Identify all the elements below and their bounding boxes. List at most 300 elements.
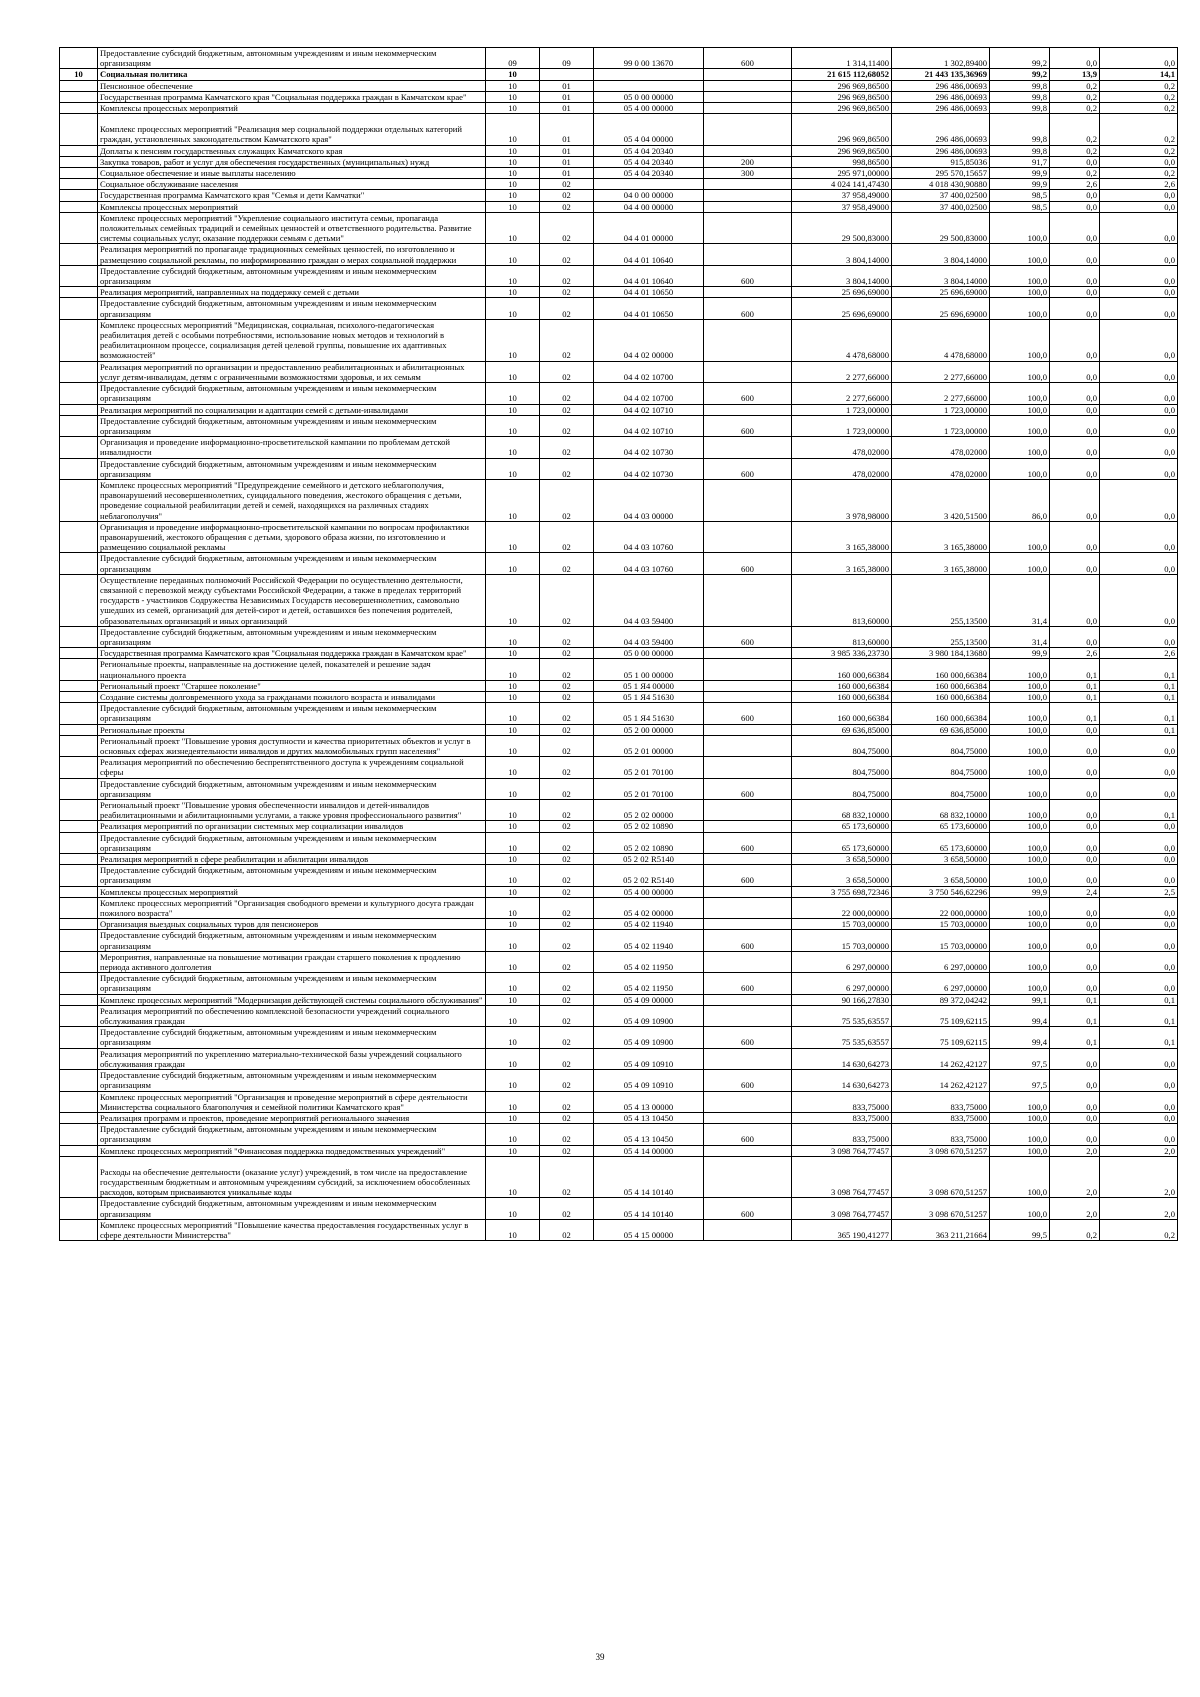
planned-amount-cell: 3 658,50000 (792, 865, 892, 886)
execution-percent-cell: 100,0 (990, 951, 1050, 972)
row-number-cell (60, 437, 98, 458)
row-number-cell (60, 1198, 98, 1219)
planned-amount-cell: 4 478,68000 (792, 319, 892, 361)
execution-percent-cell: 86,0 (990, 479, 1050, 521)
share-actual-cell: 2,0 (1100, 1156, 1178, 1198)
share-planned-cell: 0,0 (1050, 319, 1100, 361)
subsection-code-cell: 02 (540, 1112, 594, 1123)
row-number-cell (60, 156, 98, 167)
share-planned-cell: 0,1 (1050, 994, 1100, 1005)
actual-amount-cell: 3 804,14000 (892, 265, 990, 286)
row-name-cell: Комплекс процессных мероприятий "Реализация мер социальной поддержки отдельных категорий граждан, установленных законодательством Камчатского края" (98, 114, 486, 145)
planned-amount-cell: 1 723,00000 (792, 415, 892, 436)
execution-percent-cell: 99,8 (990, 91, 1050, 102)
actual-amount-cell: 478,02000 (892, 437, 990, 458)
planned-amount-cell: 296 969,86500 (792, 91, 892, 102)
expense-type-cell: 600 (704, 832, 792, 853)
planned-amount-cell: 14 630,64273 (792, 1048, 892, 1069)
expense-type-cell (704, 1156, 792, 1198)
section-code-cell: 10 (486, 680, 540, 691)
subsection-code-cell: 02 (540, 930, 594, 951)
target-article-cell (594, 80, 704, 91)
share-actual-cell: 2,5 (1100, 886, 1178, 897)
target-article-cell: 04 4 03 59400 (594, 626, 704, 647)
execution-percent-cell: 100,0 (990, 415, 1050, 436)
share-planned-cell: 0,1 (1050, 680, 1100, 691)
row-number-cell (60, 361, 98, 382)
row-name-cell: Предоставление субсидий бюджетным, автономным учреждениям и иным некоммерческим организациям (98, 865, 486, 886)
actual-amount-cell: 2 277,66000 (892, 361, 990, 382)
actual-amount-cell: 363 211,21664 (892, 1219, 990, 1240)
row-name-cell: Региональные проекты, направленные на достижение целей, показателей и решение задач национального проекта (98, 659, 486, 680)
share-planned-cell: 0,0 (1050, 404, 1100, 415)
target-article-cell: 04 4 02 10700 (594, 383, 704, 404)
share-actual-cell: 0,1 (1100, 994, 1178, 1005)
row-name-cell: Мероприятия, направленные на повышение мотивации граждан старшего поколения к продлению периода активного долголетия (98, 951, 486, 972)
expense-type-cell (704, 886, 792, 897)
section-code-cell: 10 (486, 361, 540, 382)
row-number-cell (60, 103, 98, 114)
subsection-code-cell: 02 (540, 703, 594, 724)
target-article-cell: 05 4 14 00000 (594, 1145, 704, 1156)
table-row (60, 287, 1178, 298)
actual-amount-cell: 3 804,14000 (892, 244, 990, 265)
planned-amount-cell: 998,86500 (792, 156, 892, 167)
execution-percent-cell: 100,0 (990, 735, 1050, 756)
table-row (60, 80, 1178, 91)
table-row (60, 319, 1178, 361)
section-code-cell: 10 (486, 574, 540, 626)
planned-amount-cell: 813,60000 (792, 626, 892, 647)
target-article-cell: 05 0 00 00000 (594, 648, 704, 659)
section-code-cell: 10 (486, 156, 540, 167)
share-actual-cell: 0,0 (1100, 319, 1178, 361)
target-article-cell: 05 1 00 00000 (594, 659, 704, 680)
planned-amount-cell: 296 969,86500 (792, 80, 892, 91)
row-name-cell: Реализация мероприятий по социализации и адаптации семей с детьми-инвалидами (98, 404, 486, 415)
share-planned-cell: 0,0 (1050, 919, 1100, 930)
share-planned-cell: 0,0 (1050, 757, 1100, 778)
planned-amount-cell: 3 755 698,72346 (792, 886, 892, 897)
table-row (60, 244, 1178, 265)
expense-type-cell (704, 1091, 792, 1112)
row-name-cell: Реализация мероприятий по организации системных мер социализации инвалидов (98, 821, 486, 832)
table-row (60, 1091, 1178, 1112)
expense-type-cell (704, 179, 792, 190)
actual-amount-cell: 68 832,10000 (892, 800, 990, 821)
share-actual-cell: 0,0 (1100, 265, 1178, 286)
target-article-cell: 04 4 03 10760 (594, 521, 704, 553)
subsection-code-cell: 02 (540, 1070, 594, 1091)
row-number-cell (60, 1070, 98, 1091)
subsection-code-cell: 02 (540, 383, 594, 404)
planned-amount-cell: 90 166,27830 (792, 994, 892, 1005)
expense-type-cell (704, 212, 792, 244)
actual-amount-cell: 3 750 546,62296 (892, 886, 990, 897)
subsection-code-cell: 02 (540, 1198, 594, 1219)
actual-amount-cell: 160 000,66384 (892, 703, 990, 724)
planned-amount-cell: 296 969,86500 (792, 114, 892, 145)
table-row (60, 553, 1178, 574)
target-article-cell: 05 2 00 00000 (594, 724, 704, 735)
subsection-code-cell: 02 (540, 919, 594, 930)
target-article-cell: 04 4 01 10650 (594, 287, 704, 298)
share-actual-cell: 0,0 (1100, 361, 1178, 382)
execution-percent-cell: 97,5 (990, 1048, 1050, 1069)
actual-amount-cell: 14 262,42127 (892, 1048, 990, 1069)
subsection-code-cell: 02 (540, 832, 594, 853)
actual-amount-cell: 25 696,69000 (892, 298, 990, 319)
row-number-cell (60, 1091, 98, 1112)
planned-amount-cell: 3 098 764,77457 (792, 1156, 892, 1198)
share-planned-cell: 0,0 (1050, 521, 1100, 553)
planned-amount-cell: 1 314,11400 (792, 48, 892, 69)
share-actual-cell: 0,2 (1100, 80, 1178, 91)
subsection-code-cell: 01 (540, 114, 594, 145)
expense-type-cell (704, 648, 792, 659)
table-row (60, 48, 1178, 69)
expense-type-cell (704, 114, 792, 145)
actual-amount-cell: 296 486,00693 (892, 145, 990, 156)
row-number-cell (60, 265, 98, 286)
execution-percent-cell: 100,0 (990, 298, 1050, 319)
subsection-code-cell: 02 (540, 1124, 594, 1145)
row-name-cell: Региональный проект "Повышение уровня обеспеченности инвалидов и детей-инвалидов реабилитационными и абилитационными услугами, а также уровня профессионального развития" (98, 800, 486, 821)
share-planned-cell: 0,0 (1050, 265, 1100, 286)
share-planned-cell: 0,0 (1050, 626, 1100, 647)
row-number-cell (60, 1027, 98, 1048)
expense-type-cell (704, 479, 792, 521)
row-name-cell: Предоставление субсидий бюджетным, автономным учреждениям и иным некоммерческим организациям (98, 48, 486, 69)
execution-percent-cell: 99,8 (990, 80, 1050, 91)
planned-amount-cell: 14 630,64273 (792, 1070, 892, 1091)
planned-amount-cell: 3 985 336,23730 (792, 648, 892, 659)
section-code-cell: 10 (486, 854, 540, 865)
execution-percent-cell: 99,5 (990, 1219, 1050, 1240)
expense-type-cell: 600 (704, 930, 792, 951)
row-number-cell (60, 1219, 98, 1240)
subsection-code-cell: 01 (540, 156, 594, 167)
row-number-cell (60, 886, 98, 897)
actual-amount-cell: 3 098 670,51257 (892, 1145, 990, 1156)
row-number-cell (60, 703, 98, 724)
table-row (60, 91, 1178, 102)
actual-amount-cell: 255,13500 (892, 574, 990, 626)
actual-amount-cell: 296 486,00693 (892, 103, 990, 114)
actual-amount-cell: 833,75000 (892, 1112, 990, 1123)
actual-amount-cell: 2 277,66000 (892, 383, 990, 404)
section-code-cell: 10 (486, 800, 540, 821)
row-name-cell: Региональные проекты (98, 724, 486, 735)
share-actual-cell: 0,0 (1100, 298, 1178, 319)
subsection-code-cell: 02 (540, 951, 594, 972)
target-article-cell: 05 2 02 R5140 (594, 865, 704, 886)
execution-percent-cell: 100,0 (990, 919, 1050, 930)
share-planned-cell: 0,0 (1050, 361, 1100, 382)
subsection-code-cell: 01 (540, 168, 594, 179)
subsection-code-cell: 02 (540, 1145, 594, 1156)
share-actual-cell: 0,0 (1100, 1070, 1178, 1091)
actual-amount-cell: 3 165,38000 (892, 521, 990, 553)
target-article-cell: 05 4 13 10450 (594, 1112, 704, 1123)
planned-amount-cell: 68 832,10000 (792, 800, 892, 821)
share-actual-cell: 2,6 (1100, 179, 1178, 190)
target-article-cell: 05 1 Я4 51630 (594, 703, 704, 724)
row-number-cell (60, 659, 98, 680)
share-actual-cell: 0,0 (1100, 854, 1178, 865)
share-actual-cell: 0,0 (1100, 1124, 1178, 1145)
share-planned-cell: 0,0 (1050, 800, 1100, 821)
row-number-cell (60, 757, 98, 778)
section-code-cell: 10 (486, 659, 540, 680)
row-number-cell (60, 404, 98, 415)
section-code-cell: 10 (486, 415, 540, 436)
subsection-code-cell: 02 (540, 1091, 594, 1112)
share-planned-cell: 0,2 (1050, 168, 1100, 179)
target-article-cell: 04 4 01 10650 (594, 298, 704, 319)
row-name-cell: Организация выездных социальных туров для пенсионеров (98, 919, 486, 930)
row-number-cell (60, 298, 98, 319)
share-actual-cell: 0,0 (1100, 553, 1178, 574)
row-number-cell (60, 521, 98, 553)
row-number-cell (60, 973, 98, 994)
section-code-cell: 10 (486, 626, 540, 647)
target-article-cell: 05 4 14 10140 (594, 1156, 704, 1198)
execution-percent-cell: 100,0 (990, 404, 1050, 415)
subsection-code-cell: 02 (540, 821, 594, 832)
target-article-cell: 05 1 Я4 51630 (594, 691, 704, 702)
table-row (60, 361, 1178, 382)
row-number-cell (60, 212, 98, 244)
row-number-cell (60, 994, 98, 1005)
row-name-cell: Организация и проведение информационно-просветительской кампании по вопросам профилактики правонарушений, жестокого обращения с детьми, здорового образа жизни, по изготовлению и размещению социальной рекламы (98, 521, 486, 553)
table-row (60, 897, 1178, 918)
execution-percent-cell: 100,0 (990, 361, 1050, 382)
planned-amount-cell: 29 500,83000 (792, 212, 892, 244)
execution-percent-cell: 99,9 (990, 168, 1050, 179)
section-code-cell: 10 (486, 778, 540, 799)
row-number-cell (60, 865, 98, 886)
target-article-cell: 05 4 02 11940 (594, 930, 704, 951)
subsection-code-cell: 02 (540, 626, 594, 647)
share-actual-cell: 0,2 (1100, 1219, 1178, 1240)
table-row (60, 854, 1178, 865)
planned-amount-cell: 3 804,14000 (792, 265, 892, 286)
execution-percent-cell: 100,0 (990, 212, 1050, 244)
table-body (60, 48, 1178, 1241)
share-actual-cell: 0,0 (1100, 458, 1178, 479)
share-actual-cell: 0,1 (1100, 680, 1178, 691)
actual-amount-cell: 75 109,62115 (892, 1027, 990, 1048)
planned-amount-cell: 6 297,00000 (792, 951, 892, 972)
table-row (60, 886, 1178, 897)
expense-type-cell (704, 680, 792, 691)
table-row (60, 821, 1178, 832)
planned-amount-cell: 296 969,86500 (792, 145, 892, 156)
share-planned-cell: 0,0 (1050, 724, 1100, 735)
actual-amount-cell: 69 636,85000 (892, 724, 990, 735)
table-row (60, 179, 1178, 190)
row-number-cell (60, 80, 98, 91)
execution-percent-cell: 31,4 (990, 574, 1050, 626)
planned-amount-cell: 37 958,49000 (792, 201, 892, 212)
actual-amount-cell: 4 478,68000 (892, 319, 990, 361)
target-article-cell: 04 4 01 10640 (594, 265, 704, 286)
target-article-cell: 04 4 02 00000 (594, 319, 704, 361)
actual-amount-cell: 3 658,50000 (892, 865, 990, 886)
target-article-cell: 05 4 04 20340 (594, 145, 704, 156)
expense-type-cell (704, 994, 792, 1005)
share-actual-cell: 0,2 (1100, 168, 1178, 179)
subsection-code-cell: 02 (540, 404, 594, 415)
planned-amount-cell: 65 173,60000 (792, 832, 892, 853)
share-actual-cell: 0,0 (1100, 832, 1178, 853)
section-code-cell: 10 (486, 865, 540, 886)
table-row (60, 865, 1178, 886)
row-number-cell (60, 854, 98, 865)
actual-amount-cell: 804,75000 (892, 757, 990, 778)
expense-type-cell (704, 1048, 792, 1069)
share-actual-cell: 0,0 (1100, 383, 1178, 404)
expense-type-cell (704, 1219, 792, 1240)
table-row (60, 1124, 1178, 1145)
execution-percent-cell: 99,4 (990, 1027, 1050, 1048)
subsection-code-cell: 02 (540, 437, 594, 458)
row-number-cell: 10 (60, 69, 98, 80)
subsection-code-cell: 02 (540, 680, 594, 691)
section-code-cell: 10 (486, 298, 540, 319)
execution-percent-cell: 100,0 (990, 897, 1050, 918)
table-row (60, 437, 1178, 458)
share-actual-cell: 0,0 (1100, 404, 1178, 415)
planned-amount-cell: 3 165,38000 (792, 521, 892, 553)
row-number-cell (60, 821, 98, 832)
expense-type-cell (704, 287, 792, 298)
execution-percent-cell: 100,0 (990, 724, 1050, 735)
expense-type-cell: 600 (704, 1070, 792, 1091)
actual-amount-cell: 15 703,00000 (892, 919, 990, 930)
subsection-code-cell: 02 (540, 201, 594, 212)
target-article-cell: 04 4 01 10640 (594, 244, 704, 265)
share-actual-cell: 0,0 (1100, 1091, 1178, 1112)
row-number-cell (60, 190, 98, 201)
expense-type-cell (704, 691, 792, 702)
table-row (60, 951, 1178, 972)
share-actual-cell: 0,0 (1100, 626, 1178, 647)
execution-percent-cell: 99,8 (990, 114, 1050, 145)
actual-amount-cell: 75 109,62115 (892, 1005, 990, 1026)
row-number-cell (60, 691, 98, 702)
share-actual-cell: 0,2 (1100, 145, 1178, 156)
share-planned-cell: 2,0 (1050, 1156, 1100, 1198)
section-code-cell: 10 (486, 287, 540, 298)
expense-type-cell: 600 (704, 973, 792, 994)
table-row (60, 479, 1178, 521)
share-actual-cell: 0,0 (1100, 973, 1178, 994)
target-article-cell: 05 2 01 70100 (594, 778, 704, 799)
row-name-cell: Предоставление субсидий бюджетным, автономным учреждениям и иным некоммерческим организациям (98, 626, 486, 647)
row-name-cell: Предоставление субсидий бюджетным, автономным учреждениям и иным некоммерческим организациям (98, 1124, 486, 1145)
execution-percent-cell: 100,0 (990, 821, 1050, 832)
row-name-cell: Региональный проект "Старшее поколение" (98, 680, 486, 691)
target-article-cell (594, 179, 704, 190)
table-row (60, 1027, 1178, 1048)
section-code-cell: 10 (486, 69, 540, 80)
row-name-cell: Предоставление субсидий бюджетным, автономным учреждениям и иным некоммерческим организациям (98, 973, 486, 994)
section-code-cell: 10 (486, 168, 540, 179)
table-row (60, 114, 1178, 145)
table-row (60, 212, 1178, 244)
target-article-cell: 05 4 09 10910 (594, 1048, 704, 1069)
row-number-cell (60, 648, 98, 659)
share-planned-cell: 0,0 (1050, 383, 1100, 404)
row-name-cell: Осуществление переданных полномочий Российской Федерации по осуществлению деятельности, связанной с перевозкой между субъектами Российской Федерации, а также в пределах территорий государств - участников Содружества Независимых Государств несовершеннолетних, самовольно ушедших из семей, организаций для детей-сирот и детей, оставшихся без попечения родителей, образовательных организаций и иных организаций (98, 574, 486, 626)
share-planned-cell: 0,0 (1050, 1048, 1100, 1069)
table-row (60, 103, 1178, 114)
expense-type-cell (704, 735, 792, 756)
planned-amount-cell: 3 098 764,77457 (792, 1198, 892, 1219)
row-name-cell: Предоставление субсидий бюджетным, автономным учреждениям и иным некоммерческим организациям (98, 1198, 486, 1219)
expense-type-cell (704, 951, 792, 972)
planned-amount-cell: 160 000,66384 (792, 703, 892, 724)
execution-percent-cell: 98,5 (990, 201, 1050, 212)
subsection-code-cell: 01 (540, 145, 594, 156)
table-row (60, 724, 1178, 735)
execution-percent-cell: 100,0 (990, 265, 1050, 286)
planned-amount-cell: 25 696,69000 (792, 287, 892, 298)
planned-amount-cell: 37 958,49000 (792, 190, 892, 201)
actual-amount-cell: 21 443 135,36969 (892, 69, 990, 80)
actual-amount-cell: 160 000,66384 (892, 691, 990, 702)
share-actual-cell: 0,0 (1100, 212, 1178, 244)
row-number-cell (60, 626, 98, 647)
subsection-code-cell: 02 (540, 757, 594, 778)
subsection-code-cell: 02 (540, 865, 594, 886)
share-actual-cell: 0,0 (1100, 1048, 1178, 1069)
target-article-cell: 05 2 02 10890 (594, 821, 704, 832)
subsection-code-cell: 02 (540, 735, 594, 756)
share-actual-cell: 0,0 (1100, 48, 1178, 69)
target-article-cell: 05 2 02 00000 (594, 800, 704, 821)
share-actual-cell: 0,0 (1100, 287, 1178, 298)
share-planned-cell: 0,2 (1050, 145, 1100, 156)
row-name-cell: Государственная программа Камчатского края "Социальная поддержка граждан в Камчатском крае" (98, 648, 486, 659)
planned-amount-cell: 22 000,00000 (792, 897, 892, 918)
section-code-cell: 10 (486, 103, 540, 114)
budget-execution-table (59, 47, 1178, 1241)
share-planned-cell: 2,6 (1050, 179, 1100, 190)
table-row (60, 265, 1178, 286)
planned-amount-cell: 478,02000 (792, 458, 892, 479)
section-code-cell: 10 (486, 886, 540, 897)
section-code-cell: 10 (486, 212, 540, 244)
target-article-cell: 04 4 02 10700 (594, 361, 704, 382)
row-name-cell: Создание системы долговременного ухода за гражданами пожилого возраста и инвалидами (98, 691, 486, 702)
actual-amount-cell: 89 372,04242 (892, 994, 990, 1005)
row-name-cell: Комплексы процессных мероприятий (98, 201, 486, 212)
table-row (60, 648, 1178, 659)
actual-amount-cell: 296 486,00693 (892, 114, 990, 145)
table-row (60, 757, 1178, 778)
planned-amount-cell: 3 804,14000 (792, 244, 892, 265)
expense-type-cell (704, 854, 792, 865)
execution-percent-cell: 100,0 (990, 1091, 1050, 1112)
row-number-cell (60, 1112, 98, 1123)
target-article-cell: 05 4 02 11940 (594, 919, 704, 930)
subsection-code-cell: 02 (540, 1005, 594, 1026)
row-number-cell (60, 724, 98, 735)
planned-amount-cell: 833,75000 (792, 1124, 892, 1145)
